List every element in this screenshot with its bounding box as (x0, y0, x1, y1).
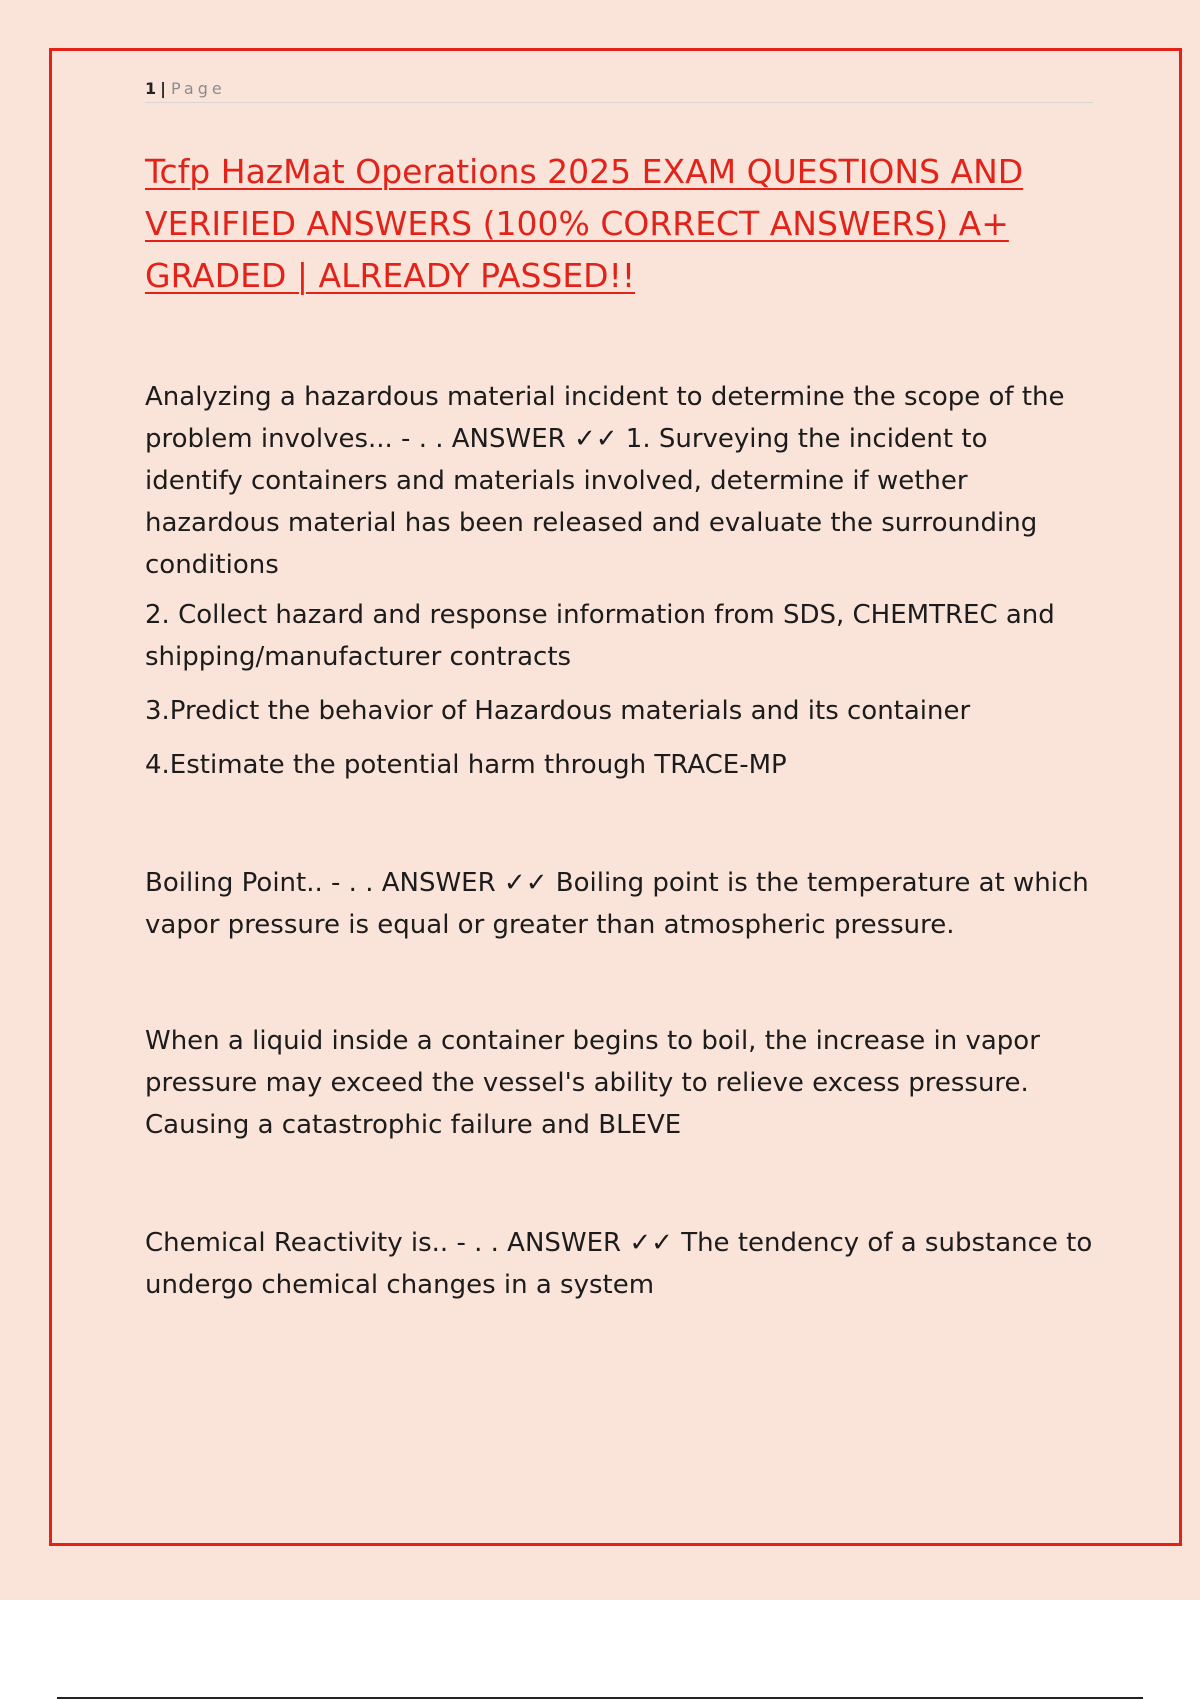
page-number: 1 (145, 78, 157, 98)
paragraph-bleve: When a liquid inside a container begins to boil, the increase in vapor pressure may exceed the vessel's ability to relieve excess pressure. Causing a catastrophic failure and BLEVE (145, 1026, 1040, 1140)
answer-item-4: 4.Estimate the potential harm through TRACE-MP (145, 750, 787, 780)
page-label: Page (170, 78, 226, 98)
question-boiling-point: Boiling Point.. - . . ANSWER ✓✓ Boiling point is the temperature at which vapor pressure is equal or greater than atmospheric pressure. (145, 868, 1089, 940)
page-header (145, 74, 1093, 103)
question-chemical-reactivity: Chemical Reactivity is.. - . . ANSWER ✓✓ The tendency of a substance to undergo chemical changes in a system (145, 1228, 1093, 1300)
answer-item-3: 3.Predict the behavior of Hazardous materials and its container (145, 696, 971, 726)
document-title: Tcfp HazMat Operations 2025 EXAM QUESTIONS AND VERIFIED ANSWERS (100% CORRECT ANSWERS) A+ GRADED | ALREADY PASSED!! (145, 152, 1024, 295)
page-number-separator: | (160, 78, 166, 98)
document-body (145, 376, 1093, 1306)
footer-rule (57, 1697, 1143, 1699)
answer-item-2: 2. Collect hazard and response information from SDS, CHEMTREC and shipping/manufacturer contracts (145, 600, 1055, 672)
question-scope-analysis: Analyzing a hazardous material incident to determine the scope of the problem involves... - . . ANSWER ✓✓ 1. Surveying the incident to identify containers and materials involved, determine if wether hazardous material has been released and evaluate the surrounding conditions (145, 382, 1065, 580)
